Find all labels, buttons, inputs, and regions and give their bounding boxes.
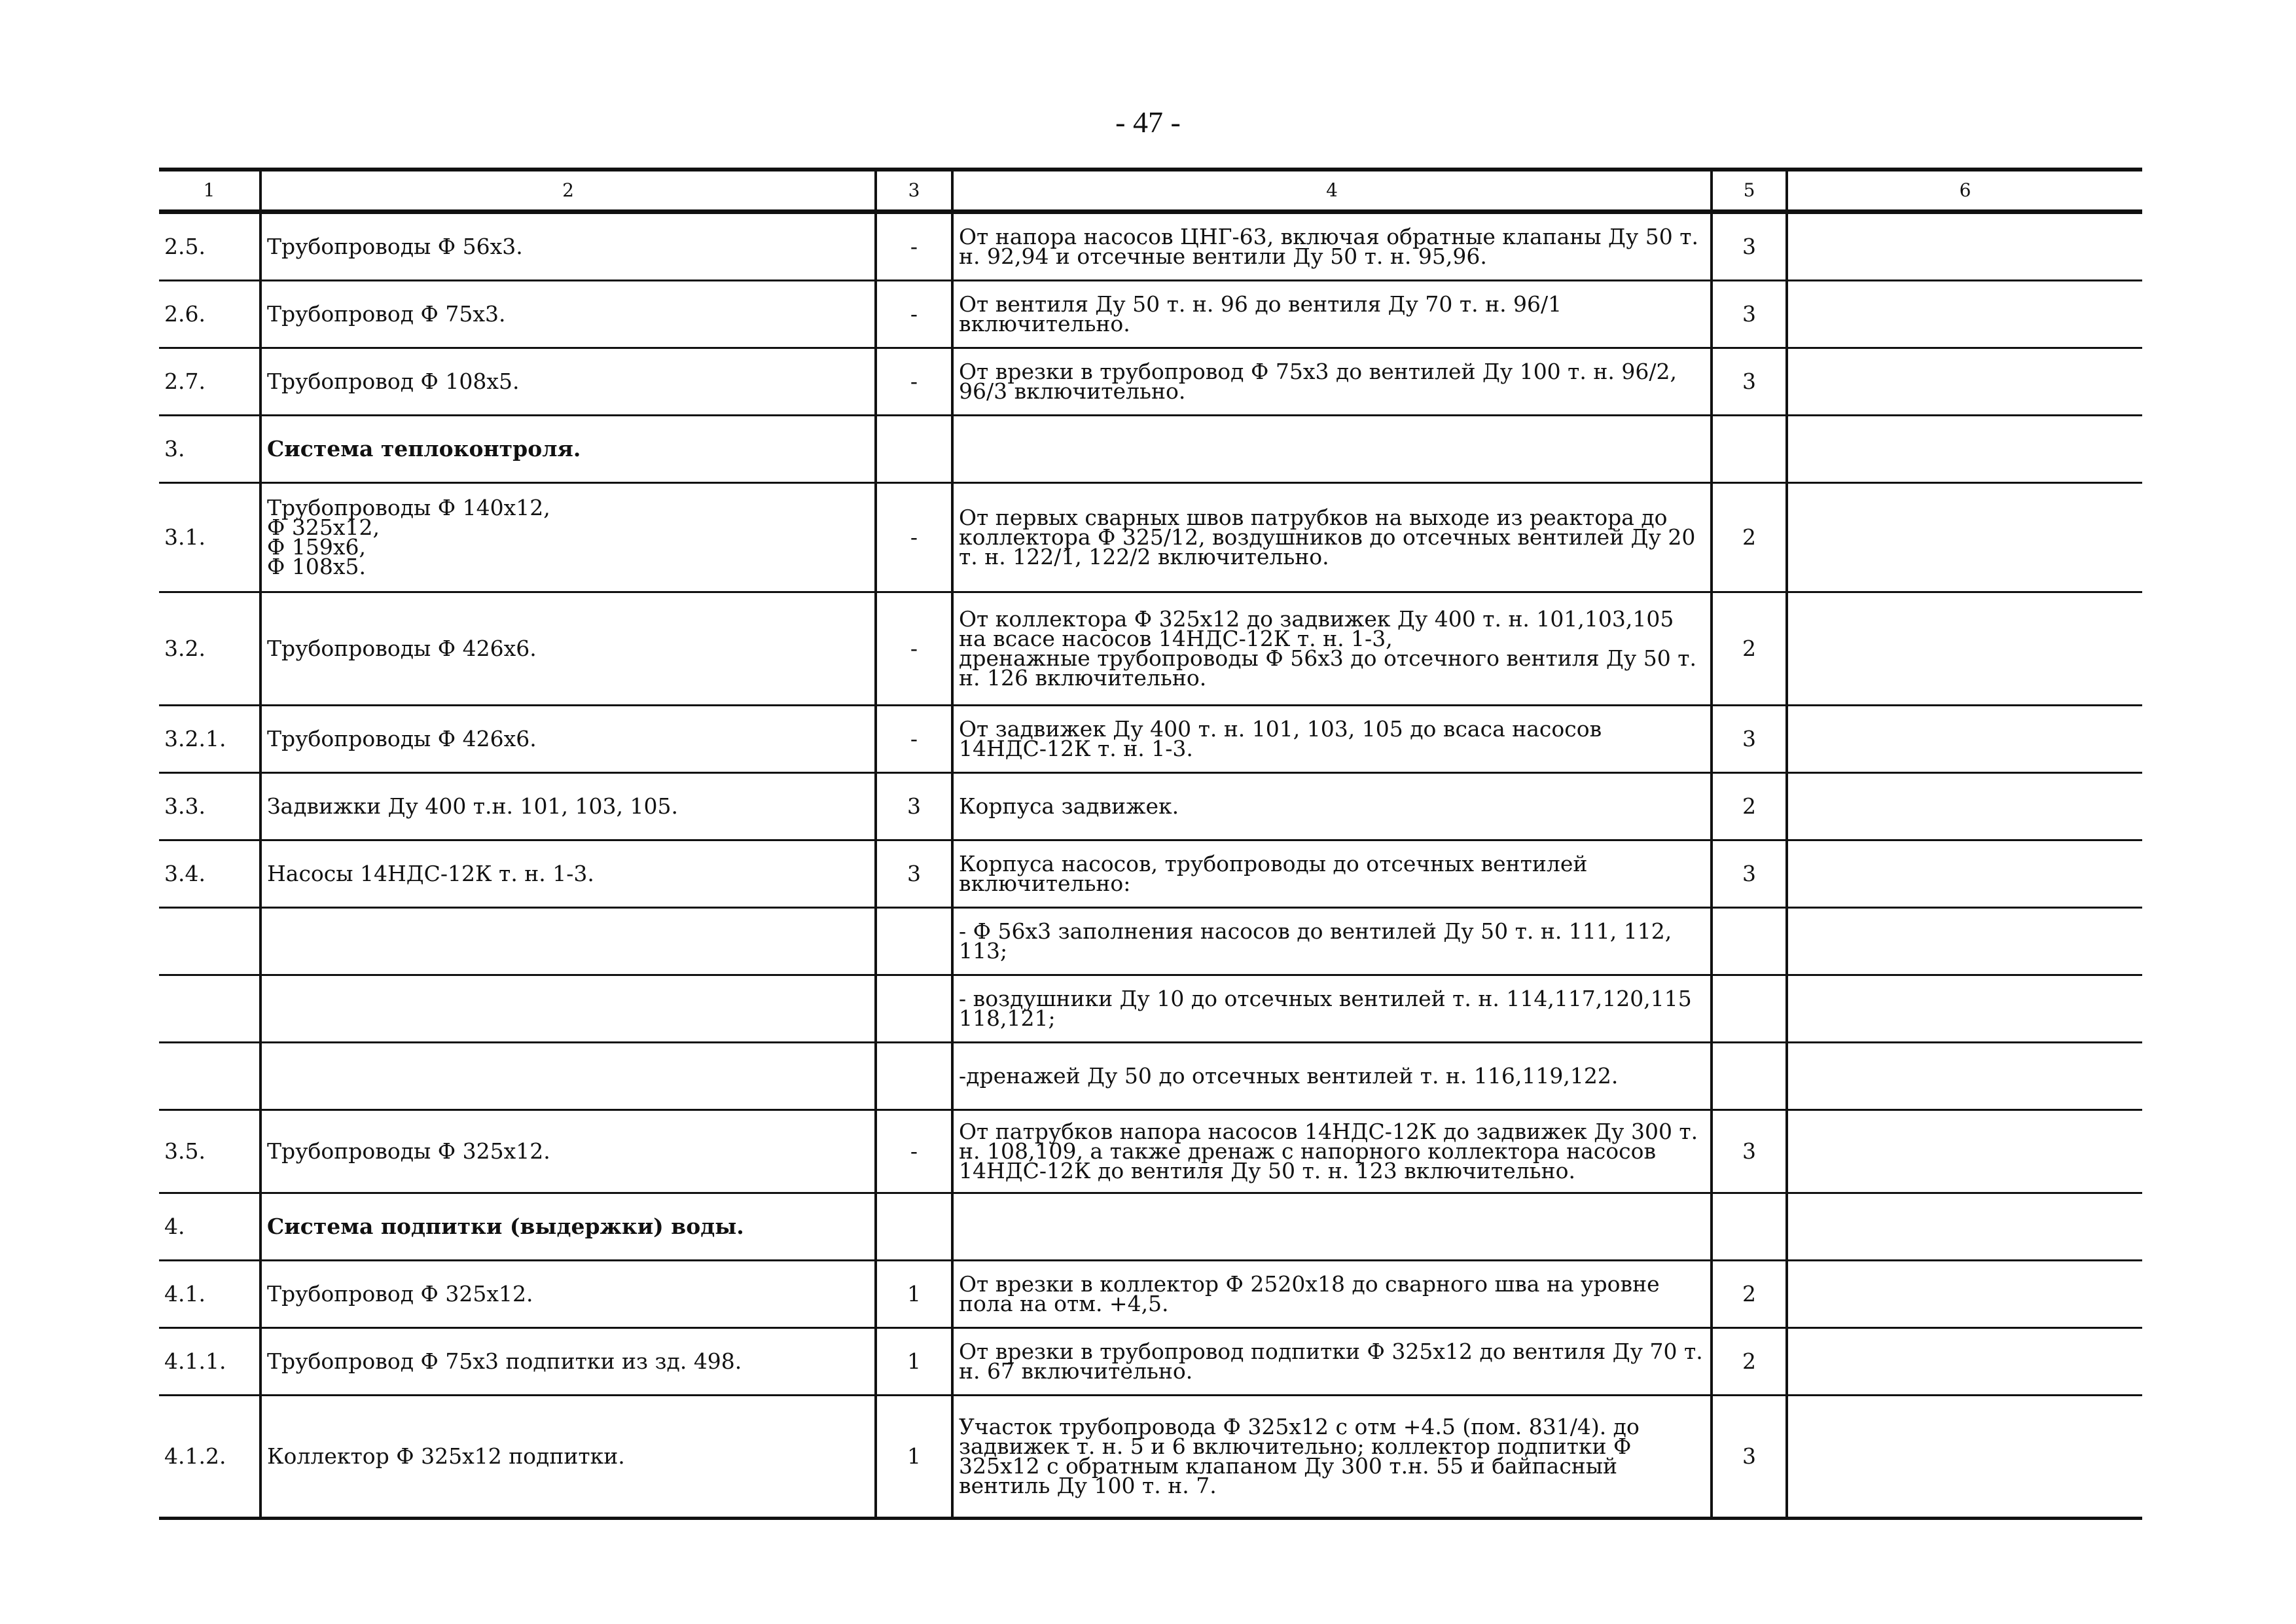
row-number-cell <box>159 1043 260 1110</box>
row-note-cell <box>1787 483 2142 592</box>
table-row <box>159 1328 2142 1396</box>
row-name-cell <box>260 1043 876 1110</box>
section-row <box>159 416 2142 483</box>
row-category-cell: 2 <box>1712 1328 1787 1396</box>
row-note-cell <box>1787 840 2142 908</box>
row-number-cell: 3.4. <box>159 840 260 908</box>
row-number-cell: 3.2.1. <box>159 706 260 773</box>
row-category-cell <box>1712 908 1787 975</box>
row-category-cell: 3 <box>1712 348 1787 416</box>
row-category-cell: 3 <box>1712 281 1787 348</box>
row-number-cell: 3.2. <box>159 592 260 706</box>
row-position-cell: 1 <box>876 1261 952 1328</box>
row-name-cell: Система теплоконтроля. <box>260 416 876 483</box>
table-row <box>159 483 2142 592</box>
row-position-cell <box>876 908 952 975</box>
table-row <box>159 1261 2142 1328</box>
table-row <box>159 1043 2142 1110</box>
row-note-cell <box>1787 592 2142 706</box>
row-category-cell: 2 <box>1712 1261 1787 1328</box>
row-category-cell <box>1712 1193 1787 1261</box>
row-position-cell: - <box>876 212 952 281</box>
row-name-cell: Насосы 14НДС-12К т. н. 1-3. <box>260 840 876 908</box>
row-name-cell: Трубопроводы Ф 325х12. <box>260 1110 876 1193</box>
row-position-cell <box>876 1043 952 1110</box>
row-note-cell <box>1787 348 2142 416</box>
row-position-cell: 1 <box>876 1328 952 1396</box>
page-number: - 47 - <box>1115 105 1181 139</box>
row-position-cell <box>876 1193 952 1261</box>
row-note-cell <box>1787 1396 2142 1519</box>
row-note-cell <box>1787 416 2142 483</box>
row-note-cell <box>1787 908 2142 975</box>
table-row <box>159 840 2142 908</box>
row-description-cell: Корпуса насосов, трубопроводы до отсечных вентилей включительно: <box>952 840 1712 908</box>
row-description-cell: От врезки в коллектор Ф 2520х18 до сварного шва на уровне пола на отм. +4,5. <box>952 1261 1712 1328</box>
row-description-cell <box>952 416 1712 483</box>
table-row <box>159 975 2142 1043</box>
table-row <box>159 1110 2142 1193</box>
table-row <box>159 281 2142 348</box>
table-row <box>159 773 2142 840</box>
header-col-2: 2 <box>260 170 876 212</box>
row-number-cell: 4. <box>159 1193 260 1261</box>
row-description-cell: - воздушники Ду 10 до отсечных вентилей т. н. 114,117,120,115 118,121; <box>952 975 1712 1043</box>
row-position-cell <box>876 975 952 1043</box>
row-category-cell <box>1712 416 1787 483</box>
equipment-table <box>159 168 2142 1520</box>
row-category-cell: 2 <box>1712 773 1787 840</box>
row-note-cell <box>1787 1193 2142 1261</box>
row-description-cell: От напора насосов ЦНГ-63, включая обратные клапаны Ду 50 т. н. 92,94 и отсечные вентили Ду 50 т. н. 95,96. <box>952 212 1712 281</box>
row-category-cell: 2 <box>1712 592 1787 706</box>
row-number-cell <box>159 908 260 975</box>
row-description-cell: - Ф 56х3 заполнения насосов до вентилей Ду 50 т. н. 111, 112, 113; <box>952 908 1712 975</box>
row-number-cell <box>159 975 260 1043</box>
header-col-4: 4 <box>952 170 1712 212</box>
row-number-cell: 3.5. <box>159 1110 260 1193</box>
row-name-cell: Трубопровод Ф 75х3 подпитки из зд. 498. <box>260 1328 876 1396</box>
table-body <box>159 212 2142 1519</box>
row-position-cell: - <box>876 706 952 773</box>
row-description-cell: Участок трубопровода Ф 325х12 с отм +4.5 (пом. 831/4). до задвижек т. н. 5 и 6 включительно; коллектор подпитки Ф 325х12 с обратным клапаном Ду 300 т.н. 55 и байпасный вентиль Ду 100 т. н. 7. <box>952 1396 1712 1519</box>
row-description-cell: -дренажей Ду 50 до отсечных вентилей т. н. 116,119,122. <box>952 1043 1712 1110</box>
row-note-cell <box>1787 281 2142 348</box>
row-name-cell <box>260 975 876 1043</box>
row-category-cell: 3 <box>1712 706 1787 773</box>
row-category-cell: 3 <box>1712 1110 1787 1193</box>
row-category-cell <box>1712 975 1787 1043</box>
header-col-5: 5 <box>1712 170 1787 212</box>
row-name-cell: Трубопроводы Ф 426х6. <box>260 706 876 773</box>
table-row <box>159 592 2142 706</box>
row-description-cell: От врезки в трубопровод Ф 75х3 до вентилей Ду 100 т. н. 96/2, 96/3 включительно. <box>952 348 1712 416</box>
row-description-cell <box>952 1193 1712 1261</box>
row-position-cell: - <box>876 483 952 592</box>
row-note-cell <box>1787 773 2142 840</box>
row-note-cell <box>1787 1328 2142 1396</box>
row-name-cell: Трубопроводы Ф 140х12, Ф 325х12, Ф 159х6, Ф 108х5. <box>260 483 876 592</box>
table-row <box>159 348 2142 416</box>
row-name-cell: Трубопроводы Ф 56х3. <box>260 212 876 281</box>
row-note-cell <box>1787 706 2142 773</box>
row-position-cell: - <box>876 281 952 348</box>
row-description-cell: От патрубков напора насосов 14НДС-12К до задвижек Ду 300 т. н. 108,109, а также дренаж с напорного коллектора насосов 14НДС-12К до вентиля Ду 50 т. н. 123 включительно. <box>952 1110 1712 1193</box>
row-name-cell: Система подпитки (выдержки) воды. <box>260 1193 876 1261</box>
row-position-cell: 3 <box>876 840 952 908</box>
header-col-1: 1 <box>159 170 260 212</box>
row-name-cell: Трубопровод Ф 325х12. <box>260 1261 876 1328</box>
row-number-cell: 2.7. <box>159 348 260 416</box>
row-description-cell: От врезки в трубопровод подпитки Ф 325х12 до вентиля Ду 70 т. н. 67 включительно. <box>952 1328 1712 1396</box>
row-position-cell <box>876 416 952 483</box>
section-row <box>159 1193 2142 1261</box>
row-name-cell <box>260 908 876 975</box>
row-number-cell: 2.5. <box>159 212 260 281</box>
row-category-cell: 2 <box>1712 483 1787 592</box>
row-description-cell: От задвижек Ду 400 т. н. 101, 103, 105 до всаса насосов 14НДС-12К т. н. 1-3. <box>952 706 1712 773</box>
header-col-6: 6 <box>1787 170 2142 212</box>
row-name-cell: Коллектор Ф 325х12 подпитки. <box>260 1396 876 1519</box>
row-category-cell: 3 <box>1712 1396 1787 1519</box>
row-position-cell: 3 <box>876 773 952 840</box>
row-name-cell: Трубопроводы Ф 426х6. <box>260 592 876 706</box>
row-category-cell: 3 <box>1712 840 1787 908</box>
row-note-cell <box>1787 1261 2142 1328</box>
row-description-cell: От коллектора Ф 325х12 до задвижек Ду 400 т. н. 101,103,105 на всасе насосов 14НДС-12К т. н. 1-3, дренажные трубопроводы Ф 56х3 до отсечного вентиля Ду 50 т. н. 126 включительно. <box>952 592 1712 706</box>
table-row <box>159 706 2142 773</box>
row-note-cell <box>1787 1110 2142 1193</box>
row-number-cell: 3.1. <box>159 483 260 592</box>
row-position-cell: - <box>876 1110 952 1193</box>
table-row <box>159 908 2142 975</box>
row-note-cell <box>1787 975 2142 1043</box>
table-row <box>159 1396 2142 1519</box>
row-number-cell: 4.1. <box>159 1261 260 1328</box>
row-number-cell: 3. <box>159 416 260 483</box>
row-number-cell: 2.6. <box>159 281 260 348</box>
row-note-cell <box>1787 1043 2142 1110</box>
row-description-cell: От вентиля Ду 50 т. н. 96 до вентиля Ду 70 т. н. 96/1 включительно. <box>952 281 1712 348</box>
header-col-3: 3 <box>876 170 952 212</box>
row-description-cell: От первых сварных швов патрубков на выходе из реактора до коллектора Ф 325/12, воздушников до отсечных вентилей Ду 20 т. н. 122/1, 122/2 включительно. <box>952 483 1712 592</box>
row-position-cell: - <box>876 348 952 416</box>
row-number-cell: 4.1.1. <box>159 1328 260 1396</box>
row-name-cell: Трубопровод Ф 75х3. <box>260 281 876 348</box>
table-row <box>159 212 2142 281</box>
row-category-cell: 3 <box>1712 212 1787 281</box>
row-position-cell: 1 <box>876 1396 952 1519</box>
row-category-cell <box>1712 1043 1787 1110</box>
row-name-cell: Задвижки Ду 400 т.н. 101, 103, 105. <box>260 773 876 840</box>
row-note-cell <box>1787 212 2142 281</box>
row-name-cell: Трубопровод Ф 108х5. <box>260 348 876 416</box>
table-header-row <box>159 170 2142 212</box>
row-position-cell: - <box>876 592 952 706</box>
row-description-cell: Корпуса задвижек. <box>952 773 1712 840</box>
row-number-cell: 3.3. <box>159 773 260 840</box>
row-number-cell: 4.1.2. <box>159 1396 260 1519</box>
